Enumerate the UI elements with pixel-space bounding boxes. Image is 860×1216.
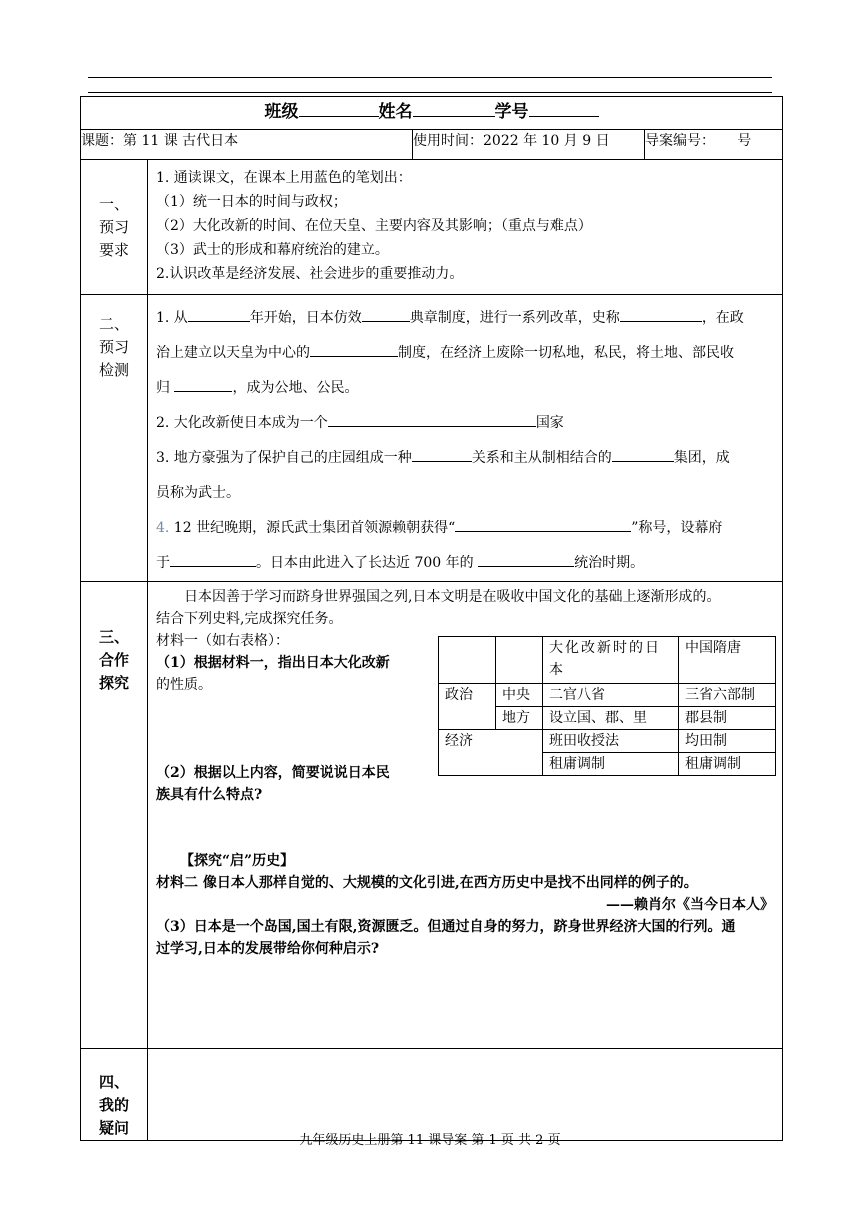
row-politics: 政治 [439, 684, 496, 730]
section-4-label: 四、 我的 疑问 [81, 1049, 148, 1141]
page-footer: 九年级历史上册第 11 课导案 第 1 页 共 2 页 [299, 1133, 561, 1148]
blank-country-type[interactable] [328, 411, 536, 427]
section-2-content [148, 295, 783, 582]
cell-r2-japan: 设立国、郡、里 [543, 707, 679, 730]
question-3-a: （3）日本是一个岛国,国土有限,资源匮乏。但通过自身的努力，跻身世界经济大国的行列。通 [156, 919, 736, 935]
question-3-b: 过学习,日本的发展带给你何种启示? [156, 941, 380, 957]
req-line-5: 2.认识改革是经济发展、社会进步的重要推动力。 [156, 266, 464, 282]
name-blank[interactable] [413, 99, 495, 117]
blank-system[interactable] [310, 341, 398, 357]
empty-header-2 [496, 637, 543, 684]
req-line-3: （2）大化改新的时间、在位天皇、主要内容及其影响；（重点与难点） [156, 218, 592, 234]
q1-line-3: 归 ，成为公地、公民。 [156, 371, 774, 406]
worksheet-table [80, 96, 783, 1141]
q3-line-1: 3. 地方豪强为了保护自己的庄园组成一种 关系和主从制相结合的 集团，成 [156, 441, 774, 476]
req-line-1: 1. 通读课文，在课本上用蓝色的笔划出： [156, 170, 412, 186]
q2-line: 2. 大化改新使日本成为一个 国家 [156, 406, 774, 441]
header-china: 中国隋唐 [679, 637, 776, 684]
section-2-label: 二、 预习 检测 [81, 295, 148, 582]
q4-line-2: 于 。日本由此进入了长达近 700 年的 统治时期。 [156, 546, 774, 581]
q1-line-2: 治上建立以天皇为中心的 制度，在经济上废除一切私地，私民，将土地、部民收 [156, 336, 774, 371]
blank-owner[interactable] [174, 376, 232, 392]
blank-dynasty[interactable] [362, 306, 410, 322]
id-blank[interactable] [529, 99, 599, 117]
blank-year[interactable] [188, 306, 250, 322]
plan-number-suffix: 号 [737, 133, 752, 149]
cell-r3-china: 均田制 [679, 730, 776, 753]
questions-area[interactable] [148, 1049, 783, 1141]
blank-rule[interactable] [478, 551, 574, 567]
row-local: 地方 [496, 707, 543, 730]
question-2-b: 族具有什么特点? [156, 787, 263, 803]
cell-r1-japan: 二官八省 [543, 684, 679, 707]
section-1-content [148, 160, 783, 295]
id-label: 学号 [494, 102, 529, 122]
top-rule [88, 77, 772, 78]
top-rule-thin [88, 92, 772, 93]
material-2: 材料二 像日本人那样自觉的、大规模的文化引进,在西方历史中是找不出同样的例子的。 [156, 875, 698, 891]
cell-r2-china: 郡县制 [679, 707, 776, 730]
cell-r1-china: 三省六部制 [679, 684, 776, 707]
student-info-row [81, 97, 783, 130]
material-2-source: ——赖肖尔《当今日本人》 [606, 897, 774, 913]
question-1-a: （1）根据材料一，指出日本大化改新 [156, 655, 390, 671]
question-1-b: 的性质。 [156, 677, 212, 693]
plan-number-label: 导案编号： [645, 133, 715, 149]
section-3-label: 三、 合作 探究 [81, 582, 148, 1049]
blank-title[interactable] [455, 516, 631, 532]
empty-header [439, 637, 496, 684]
cell-r4-china: 租庸调制 [679, 753, 776, 776]
header-japan: 大化改新时的日本 [543, 637, 679, 684]
intro-line-1: 日本因善于学习而跻身世界强国之列,日本文明是在吸收中国文化的基础上逐渐形成的。 [184, 589, 721, 605]
question-2-a: （2）根据以上内容，简要说说日本民 [156, 765, 390, 781]
name-label: 姓名 [378, 102, 413, 122]
row-economy: 经济 [439, 730, 543, 776]
blank-reform[interactable] [620, 306, 702, 322]
req-line-2: （1）统一日本的时间与政权； [156, 194, 347, 210]
usage-date: 使用时间：2022 年 10 月 9 日 [413, 130, 645, 160]
blank-relation[interactable] [412, 446, 472, 462]
blank-place[interactable] [170, 551, 256, 567]
material-1-label: 材料一（如右表格）： [156, 633, 289, 649]
q4-line-1: 4. 12 世纪晚期，源氏武士集团首领源赖朝获得“ ”称号，设幕府 [156, 511, 774, 546]
req-line-4: （3）武士的形成和幕府统治的建立。 [156, 242, 389, 258]
class-blank[interactable] [299, 99, 379, 117]
comparison-table [438, 636, 776, 776]
row-central: 中央 [496, 684, 543, 707]
section-3-content [148, 582, 783, 1049]
cell-r4-japan: 租庸调制 [543, 753, 679, 776]
blank-group[interactable] [612, 446, 674, 462]
q3-line-2: 员称为武士。 [156, 485, 240, 501]
lesson-topic: 课题：第 11 课 古代日本 [81, 130, 413, 160]
explore-heading: 【探究“启”历史】 [180, 853, 295, 869]
cell-r3-japan: 班田收授法 [543, 730, 679, 753]
plan-number [645, 130, 783, 160]
section-1-label: 一、 预习 要求 [81, 160, 148, 295]
class-label: 班级 [264, 102, 299, 122]
q1-line-1: 1. 从 年开始，日本仿效 典章制度，进行一系列改革，史称 ，在政 [156, 301, 774, 336]
intro-line-2: 结合下列史料,完成探究任务。 [156, 611, 343, 627]
